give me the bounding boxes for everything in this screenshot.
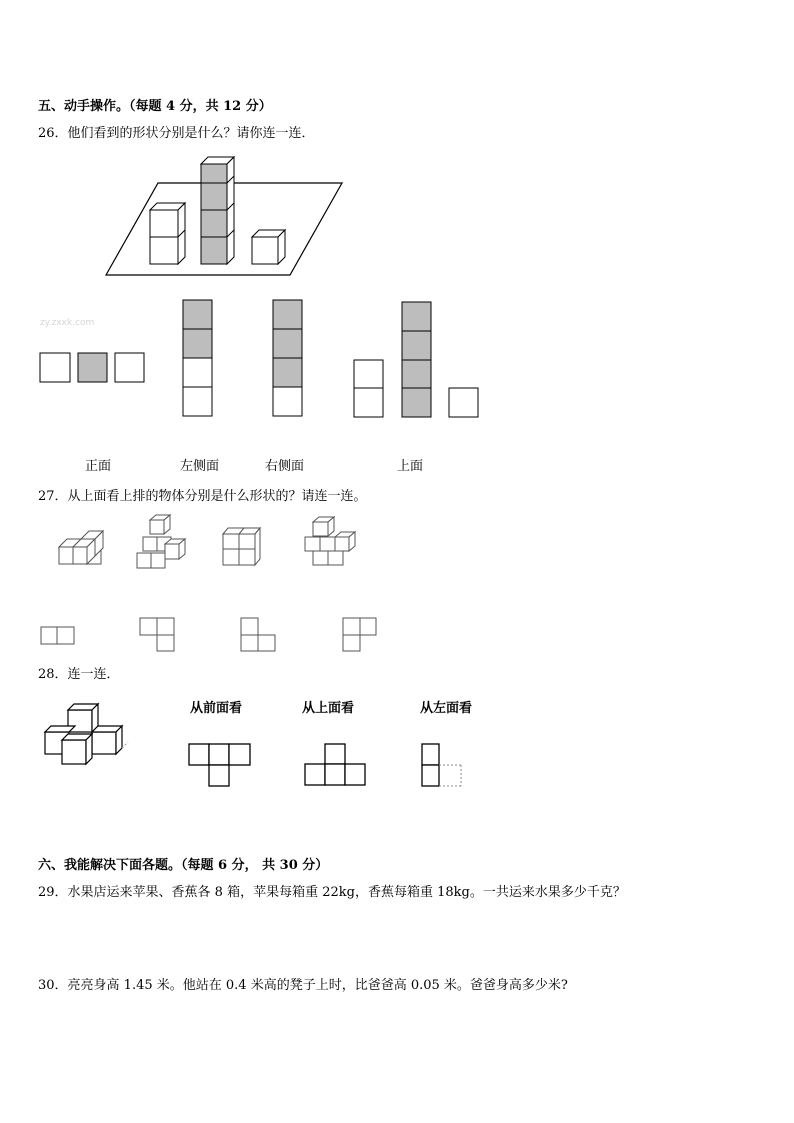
q28-shape-1 [189, 744, 250, 786]
q28-label-top-view: 从上面看 [302, 701, 355, 716]
q26-label-right-side: 右侧面 [265, 459, 305, 474]
q27-top-views [38, 615, 383, 660]
q28-3d-object [40, 696, 135, 771]
q26-answer-views [38, 298, 488, 423]
question-27-text: 27．从上面看上排的物体分别是什么形状的？请连一连。 [38, 489, 367, 504]
q26-label-front: 正面 [85, 459, 112, 474]
q27-object-2 [137, 515, 185, 568]
q26-right-cube [252, 230, 285, 264]
q26-view-col-4 [402, 302, 478, 417]
q26-view-col-3 [354, 360, 383, 417]
question-30-text: 30．亮亮身高 1.45 米。他站在 0.4 米高的凳子上时，比爸爸高 0.05 米。爸爸身高多少米? [38, 978, 568, 993]
q27-object-4 [305, 517, 355, 565]
q28-view-shapes [185, 740, 475, 792]
q28-label-left-view: 从左面看 [420, 701, 473, 716]
q26-middle-stack [201, 157, 234, 264]
q27-view-b [140, 618, 174, 651]
q27-object-1 [59, 531, 103, 564]
question-29-text: 29．水果店运来苹果、香蕉各 8 箱，苹果每箱重 22kg，香蕉每箱重 18kg。一共运来水果多少千克？ [38, 885, 626, 900]
q27-view-c [241, 618, 275, 651]
q27-objects-row [55, 515, 365, 575]
q28-shape-3 [422, 744, 439, 786]
q26-view-col-2 [273, 300, 302, 416]
q26-label-top: 上面 [397, 459, 424, 474]
q28-label-front-view: 从前面看 [190, 701, 243, 716]
q26-view-row [40, 353, 144, 382]
question-26-text: 26．他们看到的形状分别是什么？请你连一连． [38, 126, 315, 141]
q26-3d-scene [100, 150, 350, 280]
q27-view-d [343, 618, 376, 651]
q26-view-col-1 [183, 300, 212, 416]
watermark: zy.zxxk.com [40, 318, 95, 328]
section-6-heading: 六、我能解决下面各题。（每题 6 分， 共 30 分） [38, 858, 329, 873]
q28-shape-2 [305, 744, 365, 785]
q26-label-left-side: 左侧面 [180, 459, 220, 474]
question-28-text: 28．连一连． [38, 667, 120, 682]
q27-object-3 [223, 528, 260, 565]
section-5-heading: 五、动手操作。（每题 4 分，共 12 分） [38, 99, 272, 114]
q26-left-stack [150, 203, 185, 264]
q27-view-a [41, 627, 74, 644]
